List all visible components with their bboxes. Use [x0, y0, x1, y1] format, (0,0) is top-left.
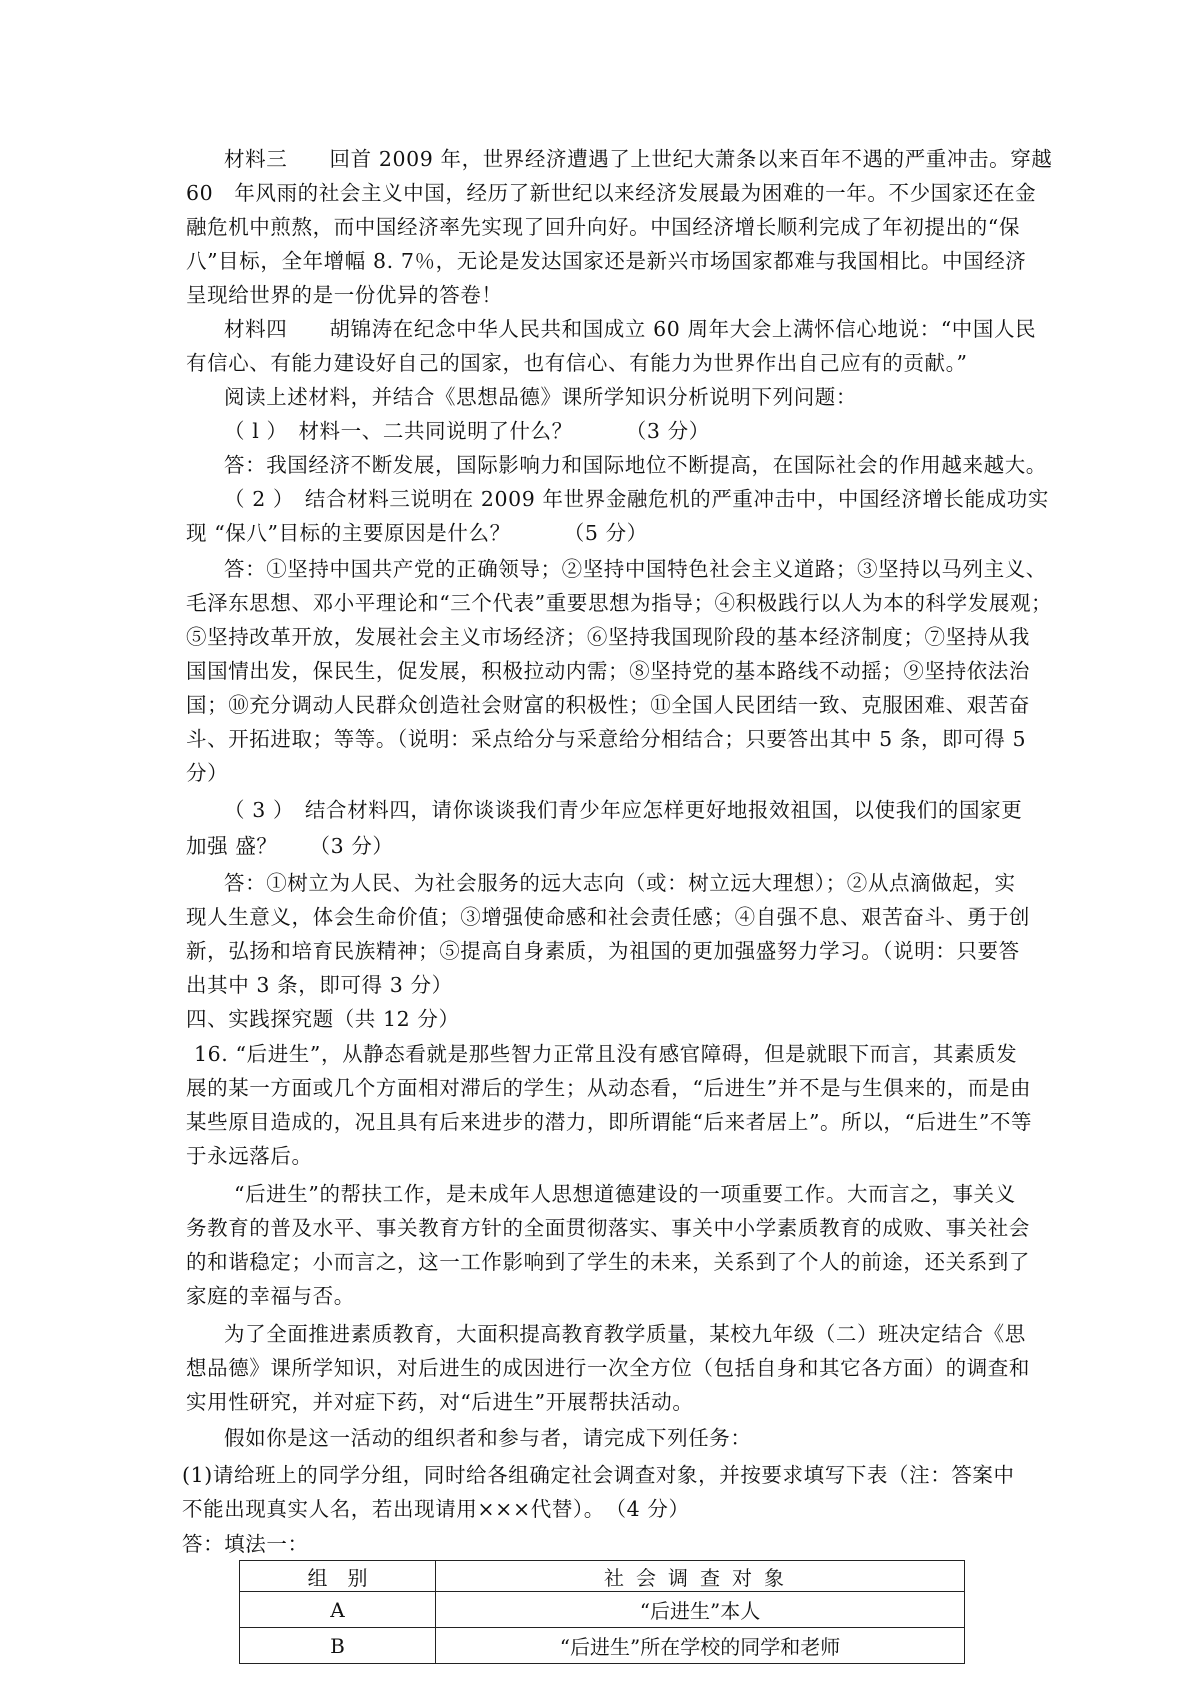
answer-line: 答：①树立为人民、为社会服务的远大志向（或：树立远大理想）；②从点滴做起，实 — [224, 871, 1016, 895]
text-line: 呈现给世界的是一份优异的答卷！ — [186, 283, 503, 307]
table-cell: A — [240, 1592, 436, 1628]
text-line: 为了全面推进素质教育，大面积提高教育教学质量，某校九年级（二）班决定结合《思 — [224, 1322, 1026, 1346]
text-line: 阅读上述材料，并结合《思想品德》课所学知识分析说明下列问题： — [224, 385, 857, 409]
text-line: 融危机中煎熬，而中国经济率先实现了回升向好。中国经济增长顺利完成了年初提出的“保 — [186, 215, 1020, 239]
text-line: 材料三 回首 2009 年，世界经济遭遇了上世纪大萧条以来百年不遇的严重冲击。穿越 — [224, 147, 1053, 171]
text-line: 假如你是这一活动的组织者和参与者，请完成下列任务： — [224, 1426, 752, 1450]
question-heading: （ 3 ） 结合材料四，请你谈谈我们青少年应怎样更好地报效祖国，以使我们的国家更 — [224, 798, 1023, 822]
text-line: 于永远落后。 — [186, 1144, 313, 1168]
text-line: 60 年风雨的社会主义中国，经历了新世纪以来经济发展最为困难的一年。不少国家还在金 — [186, 181, 1037, 205]
text-line: 八”目标，全年增幅 8. 7％，无论是发达国家还是新兴市场国家都难与我国相比。中国经济 — [186, 249, 1027, 273]
text-line: 有信心、有能力建设好自己的国家，也有信心、有能力为世界作出自己应有的贡献。” — [186, 351, 968, 375]
table-cell: “后进生”本人 — [436, 1592, 965, 1628]
answer-line: 分） — [186, 761, 229, 785]
answer-line: 答：填法一： — [182, 1532, 309, 1556]
answer-line: 新，弘扬和培育民族精神；⑤提高自身素质，为祖国的更加强盛努力学习。（说明：只要答 — [186, 939, 1020, 963]
section-heading: 四、实践探究题（共 12 分） — [186, 1007, 460, 1031]
text-line: 务教育的普及水平、事关教育方针的全面贯彻落实、事关中小学素质教育的成败、事关社会 — [186, 1216, 1030, 1240]
text-line: 想品德》课所学知识，对后进生的成因进行一次全方位（包括自身和其它各方面）的调查和 — [186, 1356, 1030, 1380]
answer-line: 答：①坚持中国共产党的正确领导；②坚持中国特色社会主义道路；③坚持以马列主义、 — [224, 557, 1047, 581]
table-header-row — [240, 1561, 965, 1592]
question-heading: （ 2 ） 结合材料三说明在 2009 年世界金融危机的严重冲击中，中国经济增长能成功实 — [224, 487, 1049, 511]
table-header-cell: 组 别 — [240, 1561, 436, 1592]
table-cell: B — [240, 1628, 436, 1664]
answer-line: 国；⑩充分调动人民群众创造社会财富的积极性；⑪全国人民团结一致、克服困难、艰苦奋 — [186, 693, 1030, 717]
text-line: 材料四 胡锦涛在纪念中华人民共和国成立 60 周年大会上满怀信心地说：“中国人民 — [224, 317, 1037, 341]
table-row — [240, 1628, 965, 1664]
question-heading: 16. “后进生”，从静态看就是那些智力正常且没有感官障碍，但是就眼下而言，其素质发 — [194, 1042, 1018, 1066]
text-line: 某些原目造成的，况且具有后来进步的潜力，即所谓能“后来者居上”。所以，“后进生”不等 — [186, 1110, 1033, 1134]
answer-line: 答：我国经济不断发展，国际影响力和国际地位不断提高，在国际社会的作用越来越大。 — [224, 453, 1047, 477]
answer-line: 现人生意义，体会生命价值；③增强使命感和社会责任感；④自强不息、艰苦奋斗、勇于创 — [186, 905, 1030, 929]
table-cell: “后进生”所在学校的同学和老师 — [436, 1628, 965, 1664]
answer-line: 出其中 3 条，即可得 3 分） — [186, 973, 453, 997]
question-heading: （ l ） 材料一、二共同说明了什么？ （3 分） — [224, 419, 710, 443]
answer-line: 斗、开拓进取；等等。（说明：采点给分与采意给分相结合；只要答出其中 5 条，即可得 5 — [186, 727, 1027, 751]
answer-line: ⑤坚持改革开放，发展社会主义市场经济；⑥坚持我国现阶段的基本经济制度；⑦坚持从我 — [186, 625, 1030, 649]
text-line: “后进生”的帮扶工作，是未成年人思想道德建设的一项重要工作。大而言之，事关义 — [234, 1182, 1016, 1206]
answer-line: 国国情出发，保民生，促发展，积极拉动内需；⑧坚持党的基本路线不动摇；⑨坚持依法治 — [186, 659, 1030, 683]
table-header-cell: 社会调查对象 — [436, 1561, 965, 1592]
text-line: 展的某一方面或几个方面相对滞后的学生；从动态看，“后进生”并不是与生俱来的，而是由 — [186, 1076, 1032, 1100]
text-line: 的和谐稳定；小而言之，这一工作影响到了学生的未来，关系到了个人的前途，还关系到了 — [186, 1250, 1030, 1274]
text-line: 现 “保八”目标的主要原因是什么？ （5 分） — [186, 521, 648, 545]
survey-table — [239, 1560, 965, 1664]
text-line: 家庭的幸福与否。 — [186, 1284, 355, 1308]
text-line: 不能出现真实人名，若出现请用×××代替）。 （4 分） — [182, 1497, 690, 1521]
text-line: 实用性研究，并对症下药，对“后进生”开展帮扶活动。 — [186, 1390, 694, 1414]
table-row — [240, 1592, 965, 1628]
text-line: 加强 盛？ （3 分） — [186, 834, 394, 858]
answer-line: 毛泽东思想、邓小平理论和“三个代表”重要思想为指导；④积极践行以人为本的科学发展观； — [186, 591, 1053, 615]
question-heading: (1)请给班上的同学分组，同时给各组确定社会调查对象，并按要求填写下表（注：答案中 — [182, 1463, 1015, 1487]
